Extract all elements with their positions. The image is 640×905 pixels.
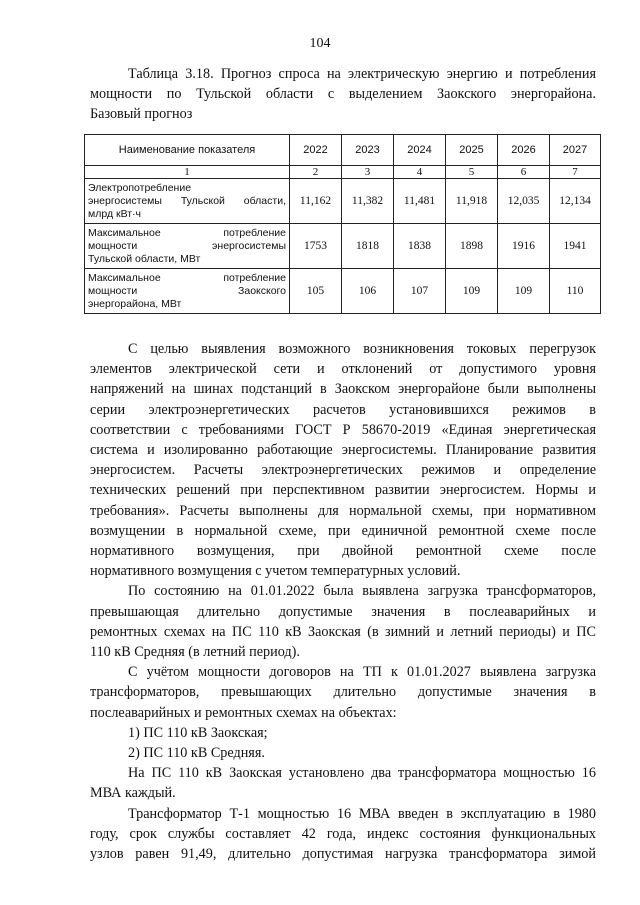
table-caption: [90, 64, 596, 124]
value-cell: 1838: [394, 224, 446, 269]
text-line: напряжений на шинах подстанций в Заокском энергорайоне были выполнены: [90, 381, 596, 398]
header-cell-year: 2026: [498, 135, 550, 166]
forecast-table: [84, 134, 601, 314]
value-cell: 106: [342, 269, 394, 314]
column-number-cell: 4: [394, 166, 446, 179]
table-row: [85, 179, 601, 224]
column-number-row: [85, 166, 601, 179]
value-cell: 110: [550, 269, 601, 314]
text-line: На ПС 110 кВ Заокская установлено два трансформатора мощностью 16: [128, 765, 596, 782]
row-label: [85, 179, 290, 224]
caption-line: Базовый прогноз: [90, 106, 193, 122]
text-line: С целью выявления возможного возникновения токовых перегрузок: [128, 341, 596, 357]
text-line: узлов равен 91,49, длительно допустимая нагрузка трансформатора зимой: [90, 846, 596, 863]
value-cell: 1818: [342, 224, 394, 269]
text-line: 110 кВ Средняя (в летний период).: [90, 644, 300, 661]
text-line: С учётом мощности договоров на ТП к 01.01.2027 выявлена загрузка: [128, 664, 596, 681]
caption-line: Таблица 3.18. Прогноз спроса на электрическую энергию и потребления: [128, 66, 596, 82]
row-label-line: мощности Заокского: [88, 284, 286, 297]
text-line: году, срок службы составляет 42 года, индекс состояния функциональных: [90, 825, 596, 842]
value-cell: 107: [394, 269, 446, 314]
text-line: нормативного возмущения, при двойной ремонтной схеме после: [90, 543, 596, 560]
text-line: нормативного возмущения с учетом температурных условий.: [90, 563, 461, 580]
text-line: 1) ПС 110 кВ Заокская;: [128, 724, 268, 741]
value-cell: 12,134: [550, 179, 601, 224]
value-cell: 11,382: [342, 179, 394, 224]
value-cell: 11,918: [446, 179, 498, 224]
text-line: послеаварийных и ремонтных схемах на объектах:: [90, 704, 397, 721]
column-number-cell: 3: [342, 166, 394, 179]
table-header-row: [85, 135, 601, 166]
row-label-line: Электропотребление: [88, 181, 192, 194]
page-number: 104: [309, 36, 331, 51]
text-line: Трансформатор Т-1 мощностью 16 МВА введен в эксплуатацию в 1980: [128, 805, 596, 822]
text-line: система и изолированно работающие энергосистемы. Планирование развития: [90, 442, 596, 459]
row-label-line: млрд кВт·ч: [88, 207, 142, 220]
text-line: МВА каждый.: [90, 785, 176, 802]
value-cell: 1898: [446, 224, 498, 269]
table-row: [85, 224, 601, 269]
value-cell: 109: [446, 269, 498, 314]
row-label-line: Тульской области, МВт: [88, 252, 201, 265]
value-cell: 1753: [290, 224, 342, 269]
column-number-cell: 1: [85, 166, 290, 179]
header-cell-year: 2025: [446, 135, 498, 166]
text-line: соответствии с требованиями ГОСТ Р 58670-2019 «Единая энергетическая: [90, 421, 596, 438]
header-cell-year: 2022: [290, 135, 342, 166]
table-row: [85, 269, 601, 314]
text-line: серии электроэнергетических расчетов установившихся режимов в: [90, 401, 596, 418]
header-cell-year: 2027: [550, 135, 601, 166]
value-cell: 11,162: [290, 179, 342, 224]
text-line: По состоянию на 01.01.2022 была выявлена загрузка трансформаторов,: [128, 583, 596, 600]
text-line: трансформаторов, превышающих длительно допустимые значения в: [90, 684, 596, 701]
column-number-cell: 5: [446, 166, 498, 179]
text-line: превышающая длительно допустимые значения в послеаварийных и: [90, 603, 596, 620]
row-label: [85, 224, 290, 269]
column-number-cell: 7: [550, 166, 601, 179]
header-cell-year: 2023: [342, 135, 394, 166]
row-label: [85, 269, 290, 314]
text-line: энергосистем. Расчеты электроэнергетических режимов и определение: [90, 462, 596, 479]
value-cell: 109: [498, 269, 550, 314]
column-number-cell: 2: [290, 166, 342, 179]
text-line: элементов электрической сети и отклонений от допустимого уровня: [90, 361, 596, 378]
text-line: возмущении в нормальной схеме, при единичной ремонтной схеме после: [90, 522, 596, 539]
text-line: ремонтных схемах на ПС 110 кВ Заокская (в зимний и летний периоды) и ПС: [90, 623, 596, 640]
column-number-cell: 6: [498, 166, 550, 179]
body-text: [90, 339, 596, 864]
caption-line: мощности по Тульской области с выделением Заокского энергорайона.: [90, 86, 596, 102]
value-cell: 105: [290, 269, 342, 314]
row-label-line: Максимальное потребление: [88, 271, 286, 284]
row-label-line: мощности энергосистемы: [88, 239, 286, 252]
value-cell: 12,035: [498, 179, 550, 224]
text-line: требования». Расчеты выполнены для нормальной схемы, при нормативном: [90, 502, 596, 519]
value-cell: 11,481: [394, 179, 446, 224]
text-line: технических решений при перспективном развитии энергосистем. Нормы и: [90, 482, 596, 499]
header-cell-year: 2024: [394, 135, 446, 166]
row-label-line: энергосистемы Тульской области,: [88, 194, 286, 207]
header-cell-name: Наименование показателя: [85, 135, 290, 166]
text-line: 2) ПС 110 кВ Средняя.: [128, 745, 265, 762]
value-cell: 1941: [550, 224, 601, 269]
row-label-line: Максимальное потребление: [88, 226, 286, 239]
row-label-line: энергорайона, МВт: [88, 297, 182, 310]
value-cell: 1916: [498, 224, 550, 269]
